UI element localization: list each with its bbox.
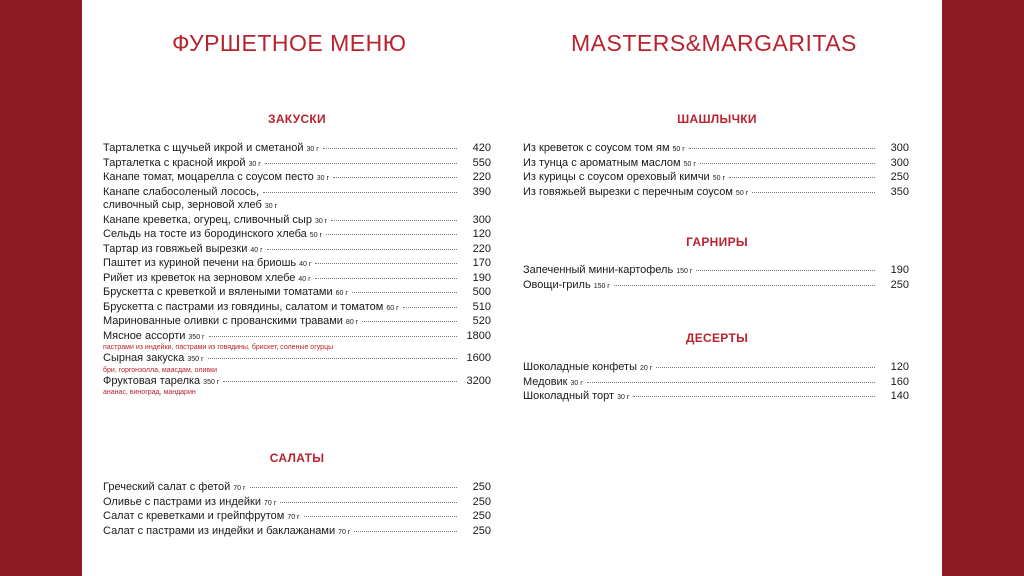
menu-item-row [523,376,909,391]
item-name: Фруктовая тарелка [103,374,201,387]
menu-item-row [103,286,491,301]
item-name: Брускетта с креветкой и вялеными томатами [103,286,333,298]
item-name: Салат с пастрами из индейки и баклажанами [103,524,336,537]
dot-leader [331,220,457,221]
dot-leader [223,381,457,382]
menu-item-row [103,375,491,390]
item-name: Медовик [523,375,568,388]
menu-item [523,171,909,186]
item-price: 250 [472,510,491,522]
menu-item [523,376,909,391]
item-price: 300 [890,156,909,169]
menu-item-row [103,214,491,229]
dot-leader [354,531,457,532]
item-description: пастрами из индейки, пастрами из говядины, брискет, соленые огурцы [103,344,334,351]
dot-leader [700,163,875,164]
item-weight: 150 г [593,282,610,290]
dot-leader [587,382,875,383]
item-weight: 80 г [345,319,359,326]
menu-item [103,525,491,540]
item-description: бри, горгонзолла, маасдам, оливки [103,366,218,374]
menu-item-row [103,496,491,511]
dot-leader [304,516,457,517]
item-name: Рийет из креветок на зерновом хлебе [103,271,296,284]
item-weight: 60 г [335,290,348,297]
dot-leader [209,336,457,337]
item-name: Паштет из куриной печени на бриошь [103,257,297,269]
section-list-zakuski [103,142,491,397]
section-list-garniry [523,264,909,293]
item-price: 250 [472,481,491,493]
item-name: Шоколадный торт [523,390,615,402]
item-price: 350 [890,185,909,198]
menu-item-row [103,481,491,496]
item-name: Из говяжьей вырезки с перечным соусом [523,185,733,198]
section-title-shashlychki: ШАШЛЫЧКИ [677,112,757,126]
section-list-salaty [103,481,491,539]
item-price: 250 [472,495,491,508]
dot-leader [315,278,457,279]
menu-item [523,390,909,405]
menu-item [523,279,909,294]
menu-item [103,243,491,258]
item-name: Оливье с пастрами из индейки [103,495,262,508]
menu-item-row [103,186,491,200]
item-weight: 30 г [314,217,328,225]
item-weight: 30 г [264,203,278,210]
item-price: 1800 [466,329,491,342]
item-weight: 70 г [233,485,246,492]
item-name: Тартар из говяжьей вырезки [103,242,248,255]
item-weight: 60 г [386,304,399,312]
item-name-line2: сливочный сыр, зерновой хлеб [103,199,262,211]
menu-item [103,286,491,301]
item-price: 220 [472,242,491,255]
item-name: Овощи-гриль [523,278,591,291]
menu-item-row [103,243,491,258]
item-price: 160 [890,375,909,388]
menu-item-row [103,330,491,345]
item-description: ананас, виноград, мандарин [103,389,196,396]
menu-item [103,171,491,186]
item-name: Канапе слабосоленый лосось, [103,185,260,198]
dot-leader [326,234,457,235]
menu-item-row [103,510,491,525]
item-name: Сельдь на тосте из бородинского хлеба [103,228,307,240]
item-name: Греческий салат с фетой [103,481,231,493]
menu-item-row [103,301,491,316]
menu-item-row [103,525,491,540]
item-weight: 40 г [299,261,312,268]
item-price: 190 [890,264,909,276]
menu-item [523,264,909,279]
item-weight: 70 г [264,499,277,507]
item-price: 190 [472,271,491,284]
item-price: 300 [472,213,491,226]
menu-item [523,186,909,201]
dot-leader [265,163,457,164]
item-price: 550 [472,156,491,169]
menu-item-row [103,157,491,172]
dot-leader [280,502,457,503]
item-name: Канапе томат, моцарелла с соусом песто [103,171,314,183]
dot-leader [696,270,875,271]
menu-item [103,186,491,214]
item-price: 3200 [466,374,491,387]
item-weight: 150 г [676,268,693,275]
item-weight: 50 г [712,175,726,182]
dot-leader [250,487,457,488]
item-price: 170 [472,257,491,269]
menu-item-row [103,228,491,243]
menu-item-row [523,171,909,186]
dot-leader [752,192,875,193]
item-weight: 350 г [203,378,220,386]
item-name: Сырная закуска [103,352,185,364]
item-name: Из креветок с соусом том ям [523,142,670,154]
menu-item-row [523,361,909,376]
item-price: 510 [472,300,491,313]
menu-item [103,228,491,243]
item-price: 120 [890,361,909,373]
item-weight: 30 г [617,394,630,401]
menu-item [103,301,491,316]
dot-leader [263,192,457,193]
item-price: 250 [890,278,909,291]
menu-item [103,481,491,496]
menu-item-row [523,279,909,294]
item-price: 250 [472,524,491,537]
dot-leader [208,358,457,359]
menu-item [523,361,909,376]
item-price: 420 [472,142,491,154]
item-weight: 70 г [287,514,300,521]
dot-leader [633,396,875,397]
menu-item-row [103,272,491,287]
item-price: 390 [472,185,491,198]
menu-item-row [523,142,909,157]
item-weight: 50 г [683,160,696,168]
section-title-zakuski: ЗАКУСКИ [268,112,326,126]
dot-leader [729,177,875,178]
section-title-garniry: ГАРНИРЫ [686,235,748,249]
item-weight: 20 г [640,365,653,372]
section-list-deserty [523,361,909,405]
item-price: 120 [472,228,491,240]
item-weight: 40 г [298,275,311,283]
menu-item-row [523,390,909,405]
dot-leader [323,148,457,149]
dot-leader [403,307,457,308]
dot-leader [656,367,875,368]
item-name: Канапе креветка, огурец, сливочный сыр [103,213,312,226]
item-weight: 30 г [248,160,261,168]
item-name-continued [103,199,491,214]
dot-leader [352,292,457,293]
menu-item-row [103,352,491,367]
item-weight: 70 г [338,528,351,536]
item-name: Тарталетка с щучьей икрой и сметаной [103,142,304,154]
item-name: Брускетта с пастрами из говядины, салатом и томатом [103,300,384,313]
item-price: 520 [472,315,491,327]
item-name: Из курицы с соусом ореховый кимчи [523,171,710,183]
item-name: Шоколадные конфеты [523,361,637,373]
menu-item [103,157,491,172]
item-name: Из тунца с ароматным маслом [523,156,681,169]
menu-item-row [523,264,909,279]
item-weight: 50 г [309,232,323,239]
dot-leader [267,249,457,250]
item-weight: 50 г [672,146,685,153]
restaurant-name: MASTERS&MARGARITAS [571,30,857,56]
menu-item [523,157,909,172]
item-price: 500 [472,286,491,298]
menu-item [523,142,909,157]
section-list-shashlychki [523,142,909,200]
menu-item [103,257,491,272]
dot-leader [333,177,457,178]
menu-item-row [523,186,909,201]
menu-item [103,510,491,525]
menu-item-row [103,171,491,186]
menu-item-row [103,142,491,157]
menu-item [103,272,491,287]
item-name: Тарталетка с красной икрой [103,156,246,169]
item-weight: 40 г [250,246,263,254]
section-title-salaty: САЛАТЫ [269,451,325,465]
menu-item [103,214,491,229]
menu-item-row [103,257,491,272]
menu-item [103,496,491,511]
menu-item [103,352,491,375]
menu-item [103,142,491,157]
section-title-deserty: ДЕСЕРТЫ [685,331,749,345]
dot-leader [614,285,875,286]
menu-item [103,315,491,330]
item-price: 250 [890,171,909,183]
item-weight: 30 г [316,175,330,182]
menu-item [103,330,491,353]
item-weight: 30 г [570,379,583,387]
menu-item-row [103,315,491,330]
item-weight: 350 г [187,356,204,363]
item-name: Салат с креветками и грейпфрутом [103,510,285,522]
dot-leader [689,148,875,149]
item-weight: 30 г [306,146,319,153]
item-price: 140 [890,390,909,402]
item-price: 300 [890,142,909,154]
menu-item [103,375,491,398]
menu-item-row [523,157,909,172]
item-weight: 50 г [735,189,749,197]
menu-sheet [82,0,942,576]
dot-leader [315,263,457,264]
dot-leader [362,321,457,322]
item-name: Запеченный мини-картофель [523,264,674,276]
item-price: 220 [472,171,491,183]
item-name: Маринованные оливки с прованскими травами [103,315,343,327]
menu-title: ФУРШЕТНОЕ МЕНЮ [172,30,407,56]
item-price: 1600 [466,352,491,364]
item-name: Мясное ассорти [103,329,186,342]
item-weight: 350 г [188,333,205,341]
